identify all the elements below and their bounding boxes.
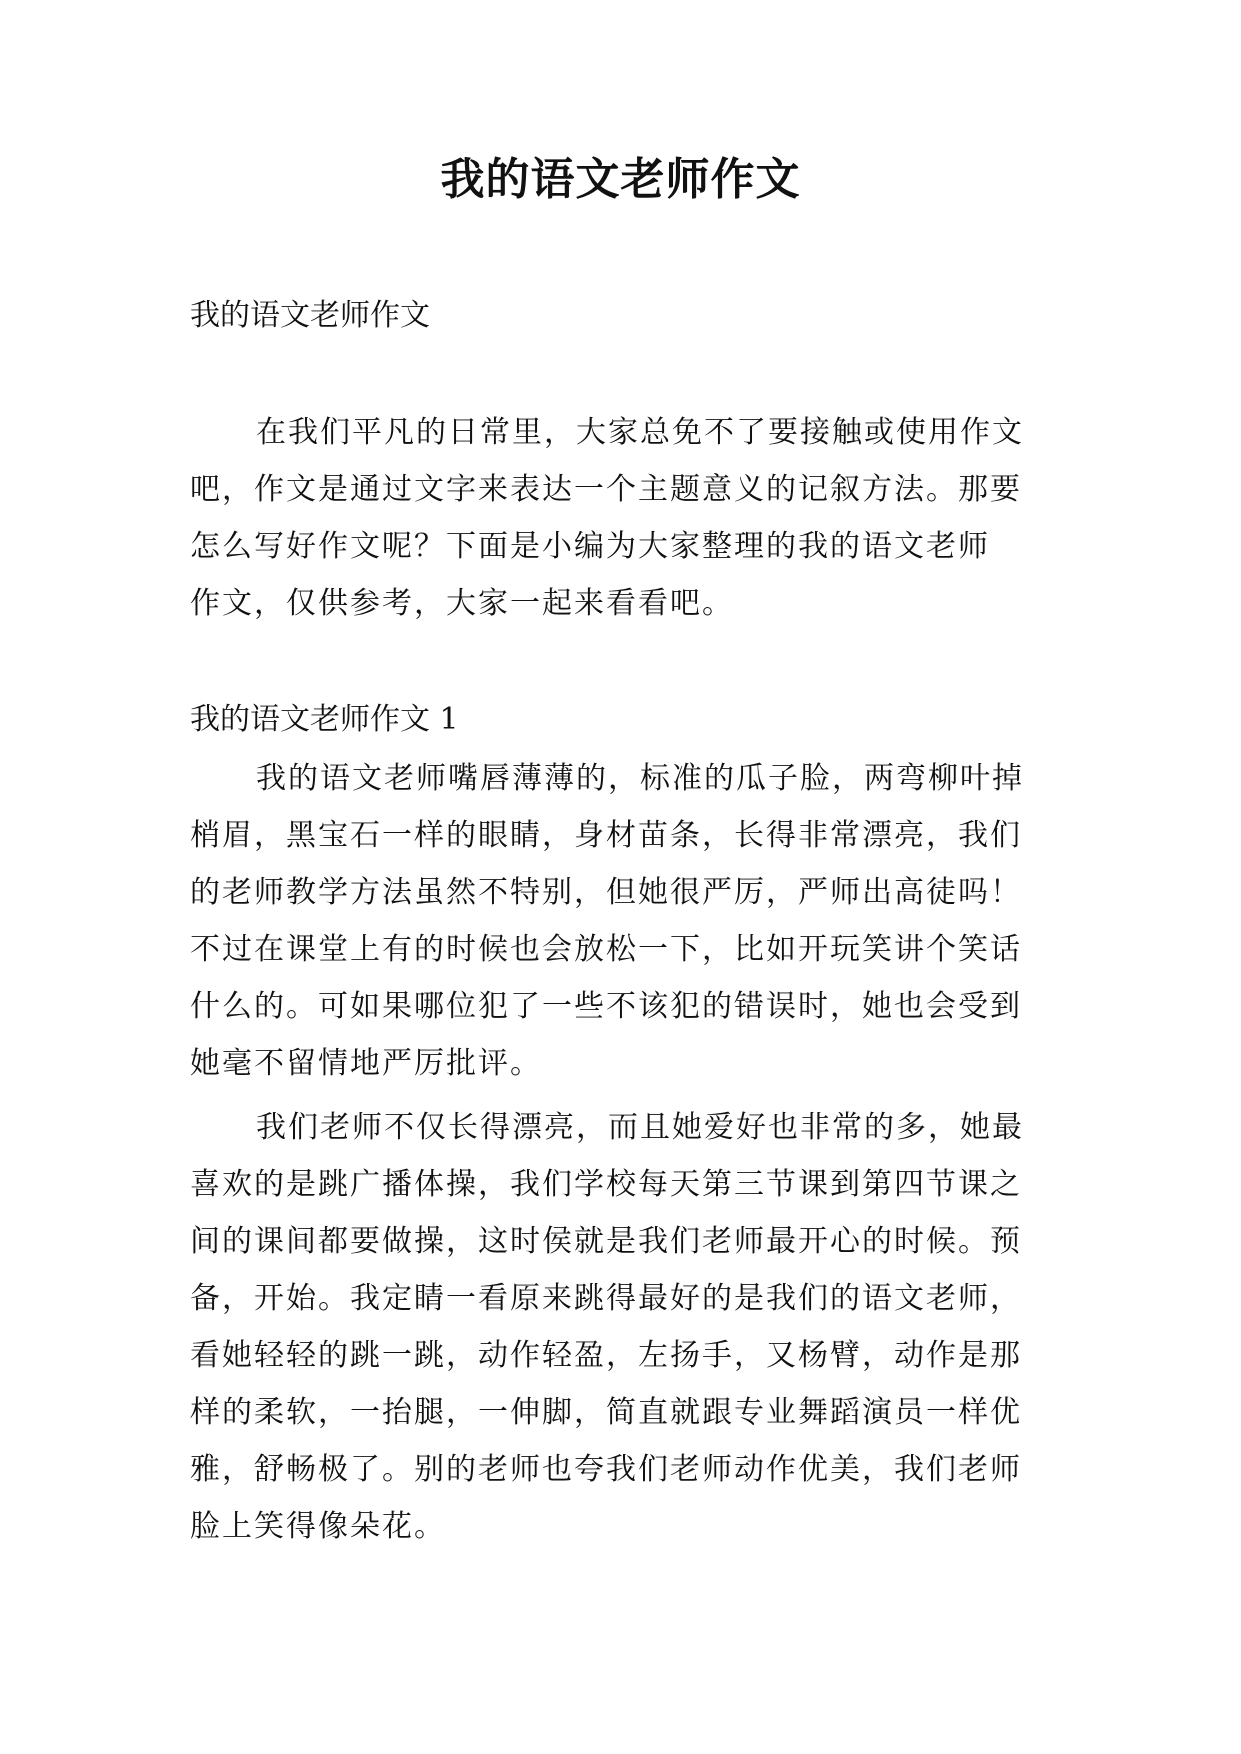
paragraph-line: 在我们平凡的日常里，大家总免不了要接触或使用作文 xyxy=(256,415,1024,450)
paragraph-line: 雅，舒畅极了。别的老师也夸我们老师动作优美，我们老师 xyxy=(190,1452,1022,1487)
paragraph-line: 样的柔软，一抬腿，一伸脚，简直就跟专业舞蹈演员一样优 xyxy=(190,1395,1022,1430)
paragraph-line: 我们老师不仅长得漂亮，而且她爱好也非常的多，她最 xyxy=(256,1110,1024,1145)
document-subtitle: 我的语文老师作文 xyxy=(190,298,430,333)
paragraph-line: 的老师教学方法虽然不特别，但她很严厉，严师出高徒吗！ xyxy=(190,875,1022,910)
section-heading: 我的语文老师作文 1 xyxy=(190,702,459,737)
paragraph-line: 脸上笑得像朵花。 xyxy=(190,1509,446,1544)
section1-paragraph-1 xyxy=(190,750,1050,1092)
paragraph-line: 我的语文老师嘴唇薄薄的，标准的瓜子脸，两弯柳叶掉 xyxy=(256,761,1024,796)
paragraph-line: 她毫不留情地严厉批评。 xyxy=(190,1046,542,1081)
paragraph-line: 间的课间都要做操，这时侯就是我们老师最开心的时候。预 xyxy=(190,1224,1022,1259)
paragraph-line: 梢眉，黑宝石一样的眼睛，身材苗条，长得非常漂亮，我们 xyxy=(190,818,1022,853)
paragraph-line: 看她轻轻的跳一跳，动作轻盈，左扬手，又杨臂，动作是那 xyxy=(190,1338,1022,1373)
paragraph-line: 作文，仅供参考，大家一起来看看吧。 xyxy=(190,586,734,621)
document-title: 我的语文老师作文 xyxy=(440,154,801,205)
paragraph-line: 怎么写好作文呢？下面是小编为大家整理的我的语文老师 xyxy=(190,529,990,564)
paragraph-line: 不过在课堂上有的时候也会放松一下，比如开玩笑讲个笑话 xyxy=(190,932,1022,967)
paragraph-line: 备，开始。我定睛一看原来跳得最好的是我们的语文老师， xyxy=(190,1281,1022,1316)
section1-paragraph-2 xyxy=(190,1099,1050,1555)
paragraph-line: 什么的。可如果哪位犯了一些不该犯的错误时，她也会受到 xyxy=(190,989,1022,1024)
paragraph-line: 喜欢的是跳广播体操，我们学校每天第三节课到第四节课之 xyxy=(190,1167,1022,1202)
paragraph-line: 吧，作文是通过文字来表达一个主题意义的记叙方法。那要 xyxy=(190,472,1022,507)
intro-paragraph xyxy=(190,404,1050,632)
